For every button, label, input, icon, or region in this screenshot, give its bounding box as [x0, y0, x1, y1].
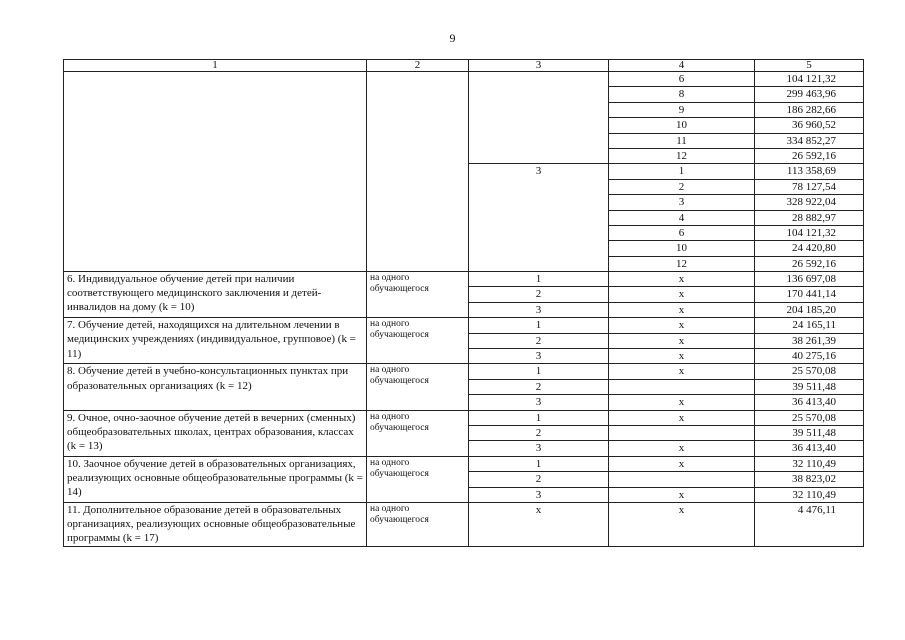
subgroup-cell: х	[609, 318, 755, 333]
header-cell: 2	[367, 60, 469, 72]
unit-cell: на одного обучающегося	[367, 502, 469, 546]
amount-cell: 39 511,48	[755, 425, 864, 440]
group-cell: 2	[469, 287, 609, 302]
amount-cell: 26 592,16	[755, 148, 864, 163]
group-cell: 1	[469, 364, 609, 379]
service-name-cell: 8. Обучение детей в учебно-консультационных пунктах при образовательных организациях (k = 12)	[64, 364, 367, 410]
header-cell: 3	[469, 60, 609, 72]
amount-cell: 4 476,11	[755, 502, 864, 546]
subgroup-cell	[609, 425, 755, 440]
amount-cell: 38 823,02	[755, 472, 864, 487]
amount-cell: 104 121,32	[755, 225, 864, 240]
amount-cell: 334 852,27	[755, 133, 864, 148]
subgroup-cell: 10	[609, 118, 755, 133]
amount-cell: 32 110,49	[755, 456, 864, 471]
subgroup-cell: 3	[609, 195, 755, 210]
unit-cell: на одного обучающегося	[367, 272, 469, 318]
subgroup-cell: 8	[609, 87, 755, 102]
amount-cell: 170 441,14	[755, 287, 864, 302]
table-row	[64, 364, 864, 379]
subgroup-cell: 6	[609, 72, 755, 87]
group-cell: 3	[469, 441, 609, 456]
group-cell: 3	[469, 395, 609, 410]
amount-cell: 104 121,32	[755, 72, 864, 87]
group-cell: 1	[469, 456, 609, 471]
group-cell: 1	[469, 318, 609, 333]
unit-cell: на одного обучающегося	[367, 364, 469, 410]
subgroup-cell: 10	[609, 241, 755, 256]
subgroup-cell: 12	[609, 148, 755, 163]
service-name-cell: 10. Заочное обучение детей в образовательных организациях, реализующих основные общеобразовательные программы (k = 14)	[64, 456, 367, 502]
group-cell: 2	[469, 333, 609, 348]
table-row	[64, 72, 864, 87]
subgroup-cell: х	[609, 302, 755, 317]
group-cell: 3	[469, 349, 609, 364]
subgroup-cell: х	[609, 349, 755, 364]
amount-cell: 36 413,40	[755, 395, 864, 410]
subgroup-cell: х	[609, 502, 755, 546]
subgroup-cell: х	[609, 456, 755, 471]
group-cell	[469, 72, 609, 164]
subgroup-cell: 9	[609, 102, 755, 117]
amount-cell: 26 592,16	[755, 256, 864, 271]
amount-cell: 78 127,54	[755, 179, 864, 194]
subgroup-cell	[609, 472, 755, 487]
service-name-cell: 9. Очное, очно-заочное обучение детей в вечерних (сменных) общеобразовательных школах, центрах образования, классах (k = 13)	[64, 410, 367, 456]
amount-cell: 28 882,97	[755, 210, 864, 225]
subgroup-cell: х	[609, 395, 755, 410]
header-cell: 1	[64, 60, 367, 72]
group-cell: 3	[469, 164, 609, 272]
amount-cell: 25 570,08	[755, 364, 864, 379]
group-cell: 3	[469, 487, 609, 502]
service-name-cell: 6. Индивидуальное обучение детей при наличии соответствующего медицинского заключения и детей-инвалидов на дому (k = 10)	[64, 272, 367, 318]
amount-cell: 36 413,40	[755, 441, 864, 456]
amount-cell: 40 275,16	[755, 349, 864, 364]
group-cell: 2	[469, 425, 609, 440]
unit-cell: на одного обучающегося	[367, 410, 469, 456]
subgroup-cell: х	[609, 441, 755, 456]
subgroup-cell	[609, 379, 755, 394]
amount-cell: 25 570,08	[755, 410, 864, 425]
table-row	[64, 502, 864, 546]
amount-cell: 204 185,20	[755, 302, 864, 317]
amount-cell: 136 697,08	[755, 272, 864, 287]
group-cell: 2	[469, 379, 609, 394]
subgroup-cell: х	[609, 272, 755, 287]
amount-cell: 299 463,96	[755, 87, 864, 102]
group-cell: 1	[469, 410, 609, 425]
subgroup-cell: х	[609, 487, 755, 502]
amount-cell: 328 922,04	[755, 195, 864, 210]
header-cell: 5	[755, 60, 864, 72]
subgroup-cell: 4	[609, 210, 755, 225]
group-cell: 1	[469, 272, 609, 287]
table-row	[64, 410, 864, 425]
subgroup-cell: х	[609, 287, 755, 302]
subgroup-cell: 2	[609, 179, 755, 194]
table-row	[64, 318, 864, 333]
amount-cell: 24 165,11	[755, 318, 864, 333]
subgroup-cell: х	[609, 410, 755, 425]
subgroup-cell: 12	[609, 256, 755, 271]
table-row	[64, 456, 864, 471]
service-name-cell: 7. Обучение детей, находящихся на длительном лечении в медицинских учреждениях (индивидуальное, групповое) (k = 11)	[64, 318, 367, 364]
amount-cell: 113 358,69	[755, 164, 864, 179]
service-name-cell	[64, 72, 367, 272]
unit-cell: на одного обучающегося	[367, 318, 469, 364]
unit-cell: на одного обучающегося	[367, 456, 469, 502]
group-cell: 2	[469, 472, 609, 487]
group-cell: 3	[469, 302, 609, 317]
amount-cell: 39 511,48	[755, 379, 864, 394]
amount-cell: 24 420,80	[755, 241, 864, 256]
page-number: 9	[449, 31, 456, 45]
header-cell: 4	[609, 60, 755, 72]
header-row	[64, 60, 864, 72]
subgroup-cell: х	[609, 333, 755, 348]
table-row	[64, 272, 864, 287]
amount-cell: 38 261,39	[755, 333, 864, 348]
subgroup-cell: 6	[609, 225, 755, 240]
unit-cell	[367, 72, 469, 272]
amount-cell: 32 110,49	[755, 487, 864, 502]
subgroup-cell: 11	[609, 133, 755, 148]
amount-cell: 186 282,66	[755, 102, 864, 117]
tariff-table	[63, 59, 864, 547]
group-cell: х	[469, 502, 609, 546]
service-name-cell: 11. Дополнительное образование детей в образовательных организациях, реализующих основные общеобразовательные программы (k = 17)	[64, 502, 367, 546]
subgroup-cell: х	[609, 364, 755, 379]
amount-cell: 36 960,52	[755, 118, 864, 133]
subgroup-cell: 1	[609, 164, 755, 179]
